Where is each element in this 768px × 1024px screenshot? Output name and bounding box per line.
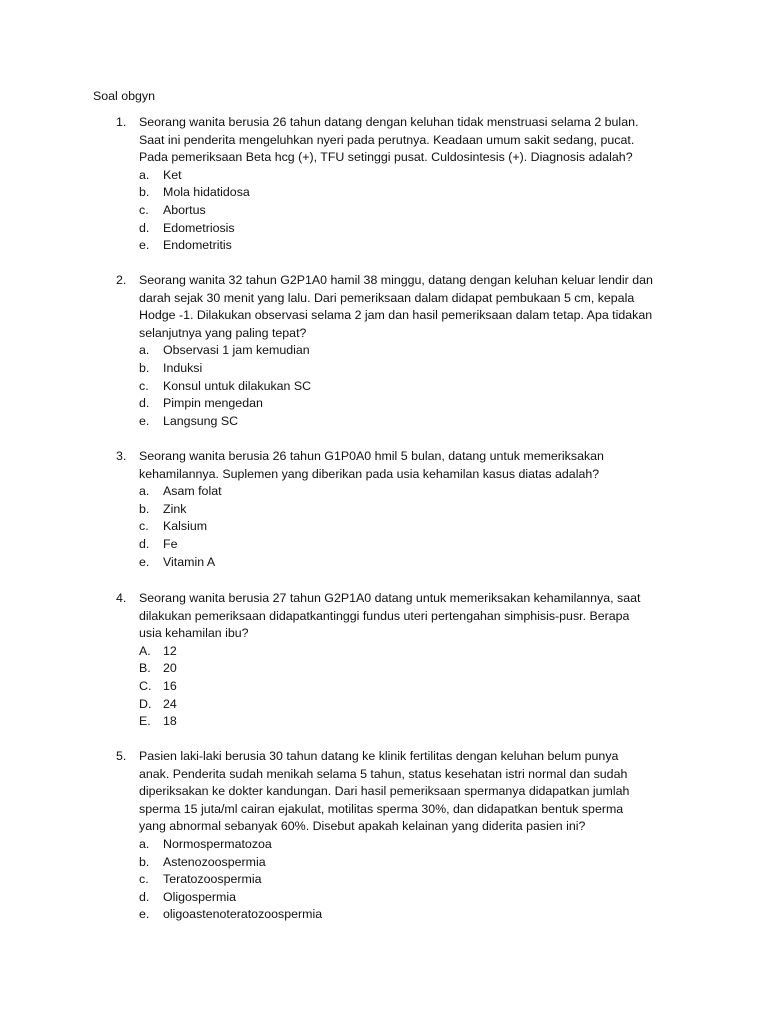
option-text: Induksi [163,361,203,375]
option-letter: b. [139,501,150,516]
option-text: Konsul untuk dilakukan SC [163,378,312,393]
option-text: 18 [163,714,177,729]
question-text [139,448,684,483]
answer-option-d [0,696,768,714]
answer-option-d [0,395,768,413]
answer-option-a [0,342,768,360]
option-letter: d. [139,396,150,411]
option-letter: e. [139,554,150,569]
option-letter: B. [139,661,151,676]
question-number: 2. [116,273,127,287]
option-letter: A. [139,643,151,658]
question-line: Seorang wanita berusia 26 tahun G1P0A0 hmil 5 bulan, datang untuk memeriksakan [139,449,604,463]
option-letter: a. [139,343,150,358]
option-text: 16 [163,679,177,693]
option-text: Fe [163,537,178,551]
option-text: Astenozoospermia [163,854,266,869]
answer-option-d [0,536,768,554]
answer-option-c [0,202,768,220]
answer-option-a [0,483,768,501]
option-text: Kalsium [163,519,208,534]
question-line: Pada pemeriksaan Beta hcg (+), TFU setinggi pusat. Culdosintesis (+). Diagnosis adalah? [139,150,633,165]
option-letter: d. [139,889,150,904]
option-letter: c. [139,519,149,534]
option-text: 12 [163,643,177,658]
question-line: anak. Penderita sudah menikah selama 5 tahun, status kesehatan istri normal dan sudah [139,766,628,781]
question-text [139,114,684,167]
question-line: diperiksakan ke dokter kandungan. Dari hasil pemeriksaan spermanya didapatkan jumlah [139,784,630,799]
answer-option-e [0,554,768,572]
option-letter: a. [139,837,150,851]
answer-option-e [0,713,768,731]
document-title: Soal obgyn [93,89,156,103]
option-text: Asam folat [163,484,222,499]
option-letter: C. [139,679,152,693]
option-letter: E. [139,714,151,729]
option-letter: b. [139,185,150,200]
option-letter: c. [139,872,149,887]
option-text: Edometriosis [163,220,235,235]
answer-option-a [0,836,768,854]
question-line: dilakukan pemeriksaan didapatkantinggi fundus uteri pertengahan simphisis-pusr. Berapa [139,608,630,623]
question-line: Hodge -1. Dilakukan observasi selama 2 jam dan hasil pemeriksaan dalam tetap. Apa tidakan [139,308,653,323]
option-letter: c. [139,203,149,217]
option-text: Observasi 1 jam kemudian [163,343,310,358]
option-letter: d. [139,220,150,235]
question-line: Saat ini penderita mengeluhkan nyeri pada perutnya. Keadaan umum sakit sedang, pucat. [139,132,635,147]
question-line: sperma 15 juta/ml cairan ejakulat, motilitas sperma 30%, dan didapatkan bentuk sperma [139,801,624,816]
question-line: usia kehamilan ibu? [139,626,249,641]
option-letter: b. [139,361,150,375]
answer-option-b [0,501,768,519]
option-text: Mola hidatidosa [163,185,250,200]
question-line: Seorang wanita berusia 26 tahun datang dengan keluhan tidak menstruasi selama 2 bulan. [139,115,639,129]
option-text: Oligospermia [163,889,236,904]
answer-option-b [0,184,768,202]
option-text: Ket [163,167,182,182]
question-line: Seorang wanita berusia 27 tahun G2P1A0 datang untuk memeriksakan kehamilannya, saat [139,591,641,605]
question-number: 3. [116,449,127,463]
option-letter: e. [139,413,150,428]
option-text: Zink [163,501,187,516]
option-text: Endometritis [163,238,232,253]
option-letter: a. [139,484,150,499]
option-text: Abortus [163,203,206,217]
option-text: Pimpin mengedan [163,396,263,411]
answer-option-b [0,360,768,378]
option-letter: d. [139,537,150,551]
option-letter: D. [139,696,152,711]
option-text: Teratozoospermia [163,872,262,887]
question-line: selanjutnya yang paling tepat? [139,325,307,340]
question-text [139,590,684,643]
answer-option-e [0,237,768,255]
option-letter: c. [139,378,149,393]
option-letter: a. [139,167,150,182]
answer-option-a [0,643,768,661]
answer-option-b [0,854,768,872]
option-letter: b. [139,854,150,869]
question-line: yang abnormal sebanyak 60%. Disebut apakah kelainan yang diderita pasien ini? [139,819,586,834]
option-text: oligoastenoteratozoospermia [163,907,323,922]
question-number: 1. [116,115,127,129]
answer-option-e [0,413,768,431]
option-letter: e. [139,238,150,253]
option-text: Langsung SC [163,413,239,428]
option-text: Vitamin A [163,554,216,569]
answer-option-d [0,889,768,907]
answer-option-c [0,678,768,696]
answer-option-e [0,906,768,924]
answer-option-c [0,871,768,889]
option-letter: e. [139,907,150,922]
answer-option-b [0,660,768,678]
question-line: darah sejak 30 menit yang lalu. Dari pemeriksaan dalam didapat pembukaan 5 cm, kepala [139,290,635,305]
question-number: 4. [116,591,127,605]
question-number: 5. [116,749,127,763]
question-line: kehamilannya. Suplemen yang diberikan pada usia kehamilan kasus diatas adalah? [139,466,600,481]
option-text: 20 [163,661,177,676]
question-line: Pasien laki-laki berusia 30 tahun datang ke klinik fertilitas dengan keluhan belum punya [139,749,619,763]
option-text: 24 [163,696,177,711]
question-text [139,272,684,342]
option-text: Normospermatozoa [163,837,272,851]
answer-option-c [0,518,768,536]
answer-option-d [0,220,768,238]
question-text [139,748,684,836]
answer-option-a [0,167,768,185]
answer-option-c [0,378,768,396]
question-line: Seorang wanita 32 tahun G2P1A0 hamil 38 minggu, datang dengan keluhan keluar lendir dan [139,273,653,287]
